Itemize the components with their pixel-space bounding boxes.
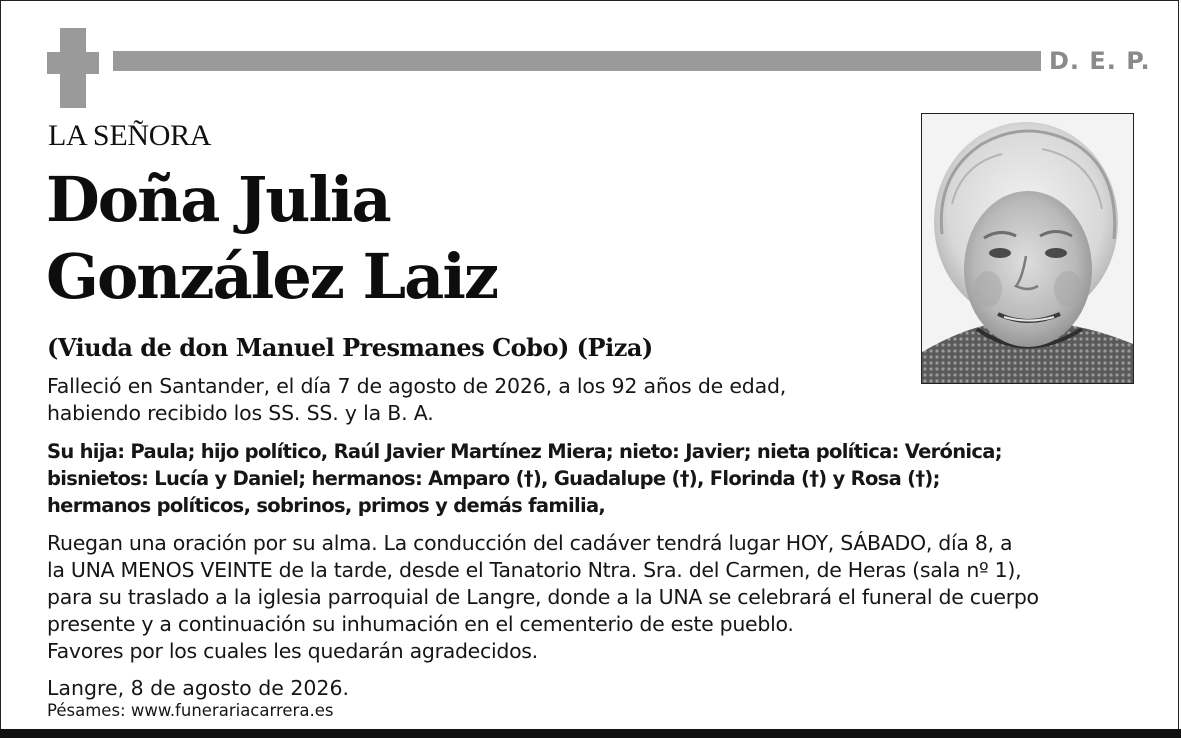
funeral-line: la UNA MENOS VEINTE de la tarde, desde el Tanatorio Ntra. Sra. del Carmen, de Heras (sala nº 1), (47, 558, 1022, 582)
funeral-line: para su traslado a la iglesia parroquial de Langre, donde a la UNA se celebrará el funeral de cuerpo (47, 585, 1039, 609)
funeral-paragraph (47, 530, 1039, 665)
header-rule (113, 51, 1041, 71)
family-line: hermanos políticos, sobrinos, primos y demás familia, (47, 494, 606, 517)
family-line: bisnietos: Lucía y Daniel; hermanos: Amparo (†), Guadalupe (†), Florinda (†) y Rosa (†); (47, 467, 940, 490)
honorific-label: LA SEÑORA (48, 119, 212, 152)
funeral-line: Ruegan una oración por su alma. La conducción del cadáver tendrá lugar HOY, SÁBADO, día 8, a (47, 531, 1013, 555)
family-line: Su hija: Paula; hijo político, Raúl Javier Martínez Miera; nieto: Javier; nieta política: Verónica; (47, 440, 1002, 463)
bottom-border-bar (0, 729, 1181, 738)
condolences-link[interactable]: Pésames: www.funerariacarrera.es (47, 701, 334, 720)
deceased-portrait (921, 113, 1134, 384)
cross-icon (47, 28, 99, 108)
funeral-line: Favores por los cuales les quedarán agradecidos. (47, 639, 538, 663)
death-notice-paragraph (47, 373, 786, 427)
death-notice-line: Falleció en Santander, el día 7 de agosto de 2026, a los 92 años de edad, (47, 374, 787, 398)
funeral-line: presente y a continuación su inhumación en el cementerio de este pueblo. (47, 612, 794, 636)
place-date: Langre, 8 de agosto de 2026. (47, 676, 350, 700)
death-notice-line: habiendo recibido los SS. SS. y la B. A. (47, 401, 434, 425)
deceased-name-last: González Laiz (46, 240, 498, 313)
widow-subtitle: (Viuda de don Manuel Presmanes Cobo) (Piza) (47, 333, 653, 362)
dep-label: D. E. P. (1049, 47, 1151, 75)
deceased-name-first: Doña Julia (46, 163, 390, 236)
family-paragraph (47, 438, 1002, 519)
